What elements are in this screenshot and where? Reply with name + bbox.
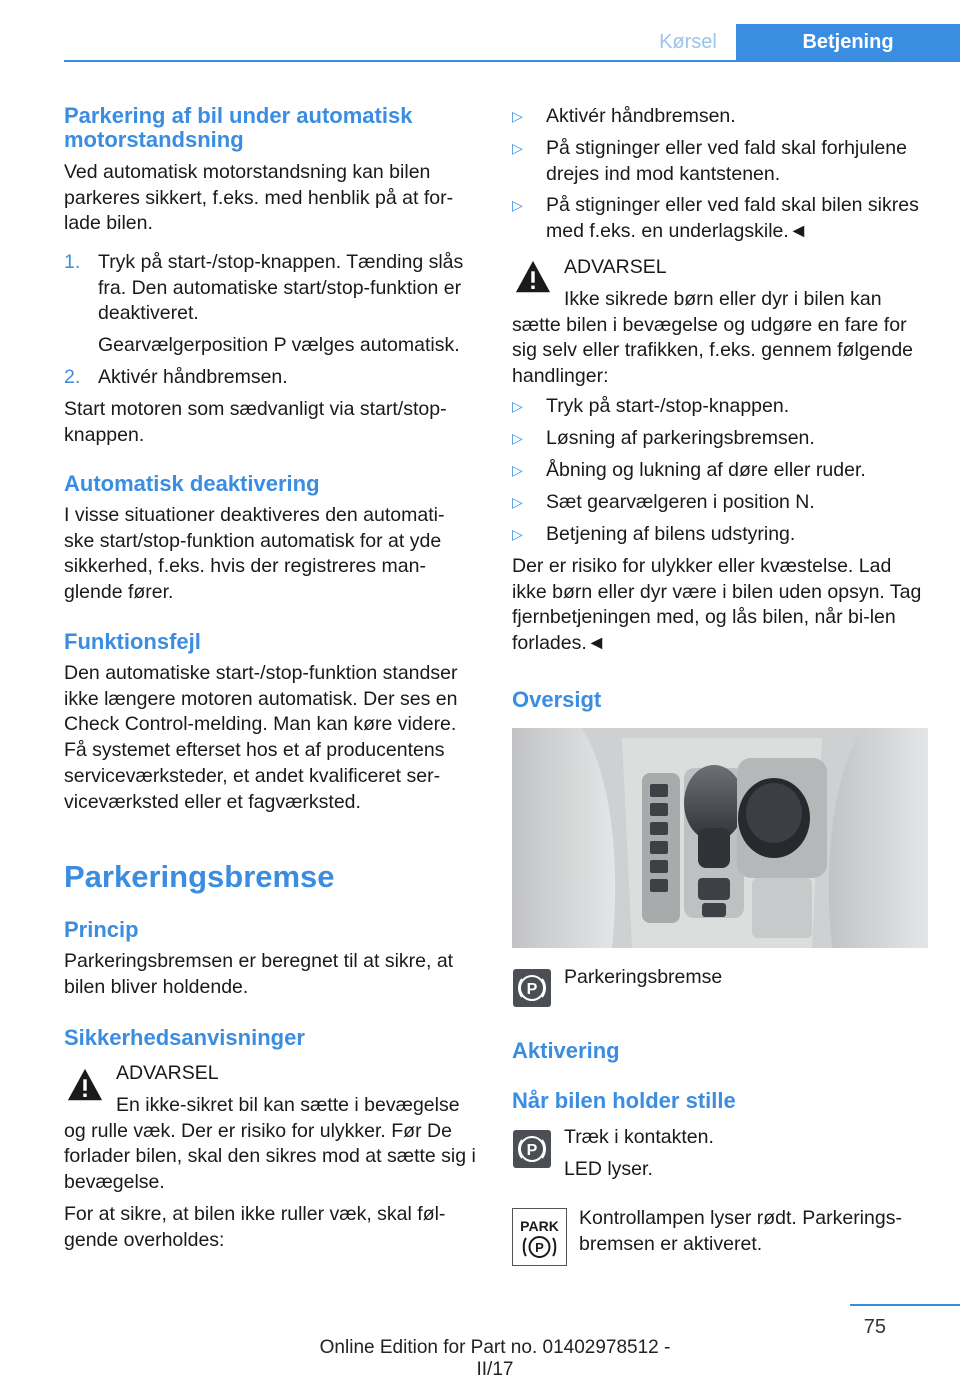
paragraph-observe: For at sikre, at bilen ikke ruller væk, skal føl-gende overholdes: — [64, 1203, 446, 1251]
parking-brake-switch-icon — [513, 1130, 551, 1168]
step-number: 2. — [64, 366, 81, 388]
tab-korsel[interactable]: Kørsel — [659, 31, 717, 53]
warning-title: ADVARSEL — [116, 1062, 219, 1084]
page-number: 75 — [863, 1316, 886, 1338]
paragraph-parking-autostop: Ved automatisk motorstandsning kan bilen parkeres sikkert, f.eks. med henblik på at for-lade bilen. — [64, 161, 454, 235]
bullet-triangle-icon: ▷ — [512, 526, 523, 542]
heading-activation: Aktivering — [512, 1038, 620, 1063]
bullet-triangle-icon: ▷ — [512, 197, 523, 213]
instruction-pull-switch: Træk i kontakten. — [564, 1126, 714, 1148]
heading-safety: Sikkerhedsanvisninger — [64, 1025, 305, 1050]
bullet-triangle-icon: ▷ — [512, 140, 523, 156]
header-divider — [64, 60, 960, 62]
warning-text: Ikke sikrede børn eller dyr i bilen kan sætte bilen i bevægelse og udgøre en fare for sig selv eller trafikken, f.eks. gennem følgende handlinger: — [512, 288, 914, 388]
heading-fault: Funktionsfejl — [64, 629, 201, 654]
step-number: 1. — [64, 251, 81, 273]
bullet-text: Betjening af bilens udstyring. — [546, 523, 796, 545]
paragraph-auto-deactivation: I visse situationer deaktiveres den automati-ske start/stop-funktion automatisk for at yde sikkerhed, f.eks. hvis der registreres man-glende fører. — [64, 504, 445, 604]
edition-footer: Online Edition for Part no. 01402978512 - II/17 — [319, 1337, 671, 1380]
paragraph-risk: Der er risiko for ulykker eller kvæstelse. Lad ikke børn eller dyr være i bilen uden opsyn. Tag fjernbetjeningen med, og lås bilen, når bi-len forlades.◄ — [512, 555, 922, 655]
warning-title: ADVARSEL — [564, 256, 667, 278]
park-indicator-icon — [512, 1208, 567, 1266]
caption-parking-brake: Parkeringsbremse — [564, 966, 723, 988]
paragraph-restart: Start motoren som sædvanligt via start/stop-knappen. — [64, 398, 447, 446]
step-text: Tryk på start-/stop-knappen. Tænding slås fra. Den automatiske start/stop-funktion er deaktiveret. — [98, 251, 464, 325]
svg-text:PARK: PARK — [520, 1218, 559, 1234]
paragraph-principle: Parkeringsbremsen er beregnet til at sikre, at bilen bliver holdende. — [64, 950, 454, 998]
center-console-photo — [512, 728, 928, 948]
bullet-text: Løsning af parkeringsbremsen. — [546, 427, 815, 449]
bullet-triangle-icon: ▷ — [512, 430, 523, 446]
bullet-triangle-icon: ▷ — [512, 494, 523, 510]
bullet-triangle-icon: ▷ — [512, 398, 523, 414]
step-text: Aktivér håndbremsen. — [98, 366, 288, 388]
paragraph-fault: Den automatiske start-/stop-funktion standser ikke længere motoren automatisk. Der ses en Check Control-melding. Man kan køre videre. Få systemet efterset hos et af producentens serviceværksteder, et andet kvalificeret ser-viceværksted eller et fagværksted. — [64, 662, 458, 813]
svg-text:P: P — [535, 1240, 544, 1255]
svg-text:P: P — [526, 981, 538, 998]
bullet-text: Aktivér håndbremsen. — [546, 105, 736, 127]
parking-brake-icon — [513, 969, 551, 1007]
bullet-text: Åbning og lukning af døre eller ruder. — [546, 459, 866, 481]
warning-text: En ikke-sikret bil kan sætte i bevægelse og rulle væk. Der er risiko for ulykker. Før De forlader bilen, skal den sikres mod at sætte sig i bevægelse. — [64, 1094, 476, 1194]
indicator-description: Kontrollampen lyser rødt. Parkerings-bremsen er aktiveret. — [579, 1207, 902, 1255]
bullet-triangle-icon: ▷ — [512, 108, 523, 124]
bullet-triangle-icon: ▷ — [512, 462, 523, 478]
heading-overview: Oversigt — [512, 687, 602, 712]
heading-parking-autostop: Parkering af bil under automatisk motorstandsning — [64, 103, 413, 152]
heading-parking-brake: Parkeringsbremse — [64, 859, 335, 894]
bullet-text: På stigninger eller ved fald skal forhjulene drejes ind mod kantstenen. — [546, 137, 907, 185]
heading-standing-still: Når bilen holder stille — [512, 1088, 736, 1113]
svg-text:P: P — [526, 1142, 538, 1159]
heading-principle: Princip — [64, 917, 139, 942]
instruction-led-lights: LED lyser. — [564, 1158, 653, 1180]
bullet-text: Sæt gearvælgeren i position N. — [546, 491, 815, 513]
bullet-text: På stigninger eller ved fald skal bilen sikres med f.eks. en underlagskile.◄ — [546, 194, 919, 242]
bullet-text: Tryk på start-/stop-knappen. — [546, 395, 790, 417]
center-console-illustration — [512, 728, 928, 948]
footer-divider — [850, 1304, 960, 1306]
step-extra-text: Gearvælgerposition P vælges automatisk. — [98, 334, 460, 356]
tab-betjening[interactable]: Betjening — [736, 24, 960, 61]
heading-auto-deactivation: Automatisk deaktivering — [64, 471, 320, 496]
